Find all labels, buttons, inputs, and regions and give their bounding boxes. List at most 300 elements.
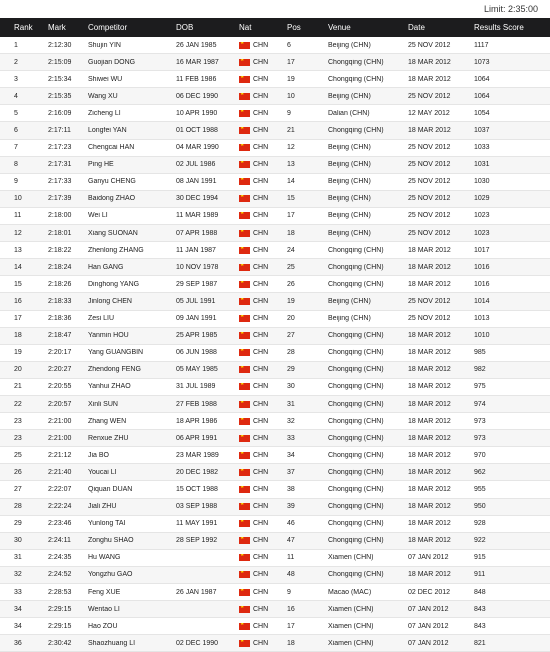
score-cell: 970 (474, 451, 486, 459)
competitor-link[interactable]: Feng XUE (88, 588, 121, 596)
nat-code: CHN (253, 554, 269, 562)
nat-cell (239, 383, 287, 390)
competitor-link[interactable]: Jinlong CHEN (88, 297, 132, 305)
date-cell: 07 JAN 2012 (408, 639, 449, 647)
mark-cell: 2:23:46 (48, 520, 72, 528)
score-cell: 974 (474, 400, 486, 408)
date-cell: 18 MAR 2012 (408, 434, 451, 442)
date-cell: 07 JAN 2012 (408, 554, 449, 562)
nat-cell (239, 469, 287, 476)
nat-code: CHN (253, 212, 269, 220)
header-mark[interactable]: Mark (48, 23, 66, 32)
nat-code: CHN (253, 349, 269, 357)
mark-cell: 2:18:24 (48, 263, 72, 271)
nat-cell (239, 554, 287, 561)
venue-cell: Chongqing (CHN) (328, 571, 384, 579)
nat-cell (239, 520, 287, 527)
date-cell: 25 NOV 2012 (408, 195, 451, 203)
table-row (0, 396, 550, 413)
competitor-link[interactable]: Shujin YIN (88, 41, 121, 49)
competitor-link[interactable]: Yanmin HOU (88, 332, 129, 340)
competitor-link[interactable]: Dinghong YANG (88, 280, 140, 288)
nat-code: CHN (253, 468, 269, 476)
dob-cell: 31 JUL 1989 (176, 383, 216, 391)
mark-cell: 2:12:30 (48, 41, 72, 49)
table-row (0, 516, 550, 533)
table-row (0, 54, 550, 71)
table-row (0, 481, 550, 498)
china-flag-icon (239, 178, 250, 185)
score-cell: 1033 (474, 144, 490, 152)
competitor-link[interactable]: Guojian DONG (88, 58, 136, 66)
table-row (0, 157, 550, 174)
nat-code: CHN (253, 75, 269, 83)
nat-cell (239, 110, 287, 117)
china-flag-icon (239, 452, 250, 459)
date-cell: 07 JAN 2012 (408, 622, 449, 630)
pos-cell: 26 (287, 280, 295, 288)
nat-code: CHN (253, 520, 269, 528)
date-cell: 18 MAR 2012 (408, 246, 451, 254)
rank-cell: 8 (14, 161, 18, 169)
venue-cell: Macao (MAC) (328, 588, 372, 596)
china-flag-icon (239, 401, 250, 408)
score-cell: 955 (474, 485, 486, 493)
china-flag-icon (239, 315, 250, 322)
date-cell: 18 MAR 2012 (408, 485, 451, 493)
table-row (0, 242, 550, 259)
date-cell: 18 MAR 2012 (408, 383, 451, 391)
china-flag-icon (239, 623, 250, 630)
table-row (0, 140, 550, 157)
mark-cell: 2:18:00 (48, 212, 72, 220)
table-row (0, 37, 550, 54)
dob-cell: 15 OCT 1988 (176, 485, 218, 493)
nat-cell (239, 435, 287, 442)
competitor-link[interactable]: Shaozhuang LI (88, 639, 136, 647)
competitor-link[interactable]: Youcai LI (88, 468, 117, 476)
nat-code: CHN (253, 571, 269, 579)
venue-cell: Beijing (CHN) (328, 212, 371, 220)
mark-cell: 2:24:11 (48, 537, 71, 545)
date-cell: 18 MAR 2012 (408, 400, 451, 408)
table-row (0, 328, 550, 345)
nat-code: CHN (253, 639, 269, 647)
dob-cell: 26 JAN 1987 (176, 588, 217, 596)
venue-cell: Beijing (CHN) (328, 41, 371, 49)
rank-cell: 34 (14, 622, 22, 630)
china-flag-icon (239, 230, 250, 237)
venue-cell: Chongqing (CHN) (328, 349, 384, 357)
pos-cell: 13 (287, 161, 295, 169)
venue-cell: Chongqing (CHN) (328, 332, 384, 340)
competitor-link[interactable]: Hao ZOU (88, 622, 118, 630)
dob-cell: 10 NOV 1978 (176, 263, 219, 271)
header-nat[interactable]: Nat (239, 23, 252, 32)
rank-cell: 6 (14, 127, 18, 135)
venue-cell: Chongqing (CHN) (328, 383, 384, 391)
pos-cell: 25 (287, 263, 295, 271)
china-flag-icon (239, 281, 250, 288)
dob-cell: 20 DEC 1982 (176, 468, 219, 476)
venue-cell: Dalian (CHN) (328, 109, 370, 117)
mark-cell: 2:21:40 (48, 468, 72, 476)
score-cell: 1117 (474, 41, 489, 49)
pos-cell: 38 (287, 485, 295, 493)
mark-cell: 2:17:31 (48, 161, 72, 169)
date-cell: 18 MAR 2012 (408, 468, 451, 476)
pos-cell: 34 (287, 451, 295, 459)
mark-cell: 2:18:26 (48, 280, 72, 288)
pos-cell: 31 (287, 400, 295, 408)
pos-cell: 27 (287, 332, 295, 340)
nat-cell (239, 212, 287, 219)
china-flag-icon (239, 554, 250, 561)
date-cell: 25 NOV 2012 (408, 315, 451, 323)
header-date[interactable]: Date (408, 23, 425, 32)
mark-cell: 2:20:55 (48, 383, 72, 391)
nat-code: CHN (253, 485, 269, 493)
dob-cell: 18 APR 1986 (176, 417, 218, 425)
competitor-link[interactable]: Zhang WEN (88, 417, 127, 425)
nat-code: CHN (253, 503, 269, 511)
china-flag-icon (239, 589, 250, 596)
competitor-link[interactable]: Renxue ZHU (88, 434, 129, 442)
score-cell: 843 (474, 605, 486, 613)
rank-cell: 11 (14, 212, 22, 220)
pos-cell: 32 (287, 417, 295, 425)
table-row (0, 635, 550, 652)
score-cell: 1031 (474, 161, 490, 169)
table-row (0, 225, 550, 242)
rank-cell: 32 (14, 571, 22, 579)
pos-cell: 15 (287, 195, 295, 203)
venue-cell: Beijing (CHN) (328, 144, 371, 152)
score-cell: 848 (474, 588, 486, 596)
header-dob[interactable]: DOB (176, 23, 194, 32)
date-cell: 18 MAR 2012 (408, 127, 451, 135)
dob-cell: 02 JUL 1986 (176, 161, 216, 169)
nat-cell (239, 59, 287, 66)
date-cell: 18 MAR 2012 (408, 263, 451, 271)
nat-cell (239, 144, 287, 151)
nat-code: CHN (253, 400, 269, 408)
china-flag-icon (239, 195, 250, 202)
nat-cell (239, 93, 287, 100)
competitor-link[interactable]: Zesi LIU (88, 315, 115, 323)
pos-cell: 33 (287, 434, 295, 442)
rank-cell: 18 (14, 332, 22, 340)
pos-cell: 30 (287, 383, 295, 391)
rank-cell: 34 (14, 605, 22, 613)
nat-code: CHN (253, 332, 269, 340)
nat-code: CHN (253, 537, 269, 545)
nat-cell (239, 315, 287, 322)
rank-cell: 28 (14, 503, 22, 511)
table-row (0, 174, 550, 191)
table-row (0, 550, 550, 567)
table-row (0, 191, 550, 208)
nat-cell (239, 571, 287, 578)
table-header (0, 18, 550, 37)
competitor-link[interactable]: Wei LI (88, 212, 108, 220)
rank-cell: 27 (14, 485, 22, 493)
venue-cell: Chongqing (CHN) (328, 58, 384, 66)
china-flag-icon (239, 469, 250, 476)
score-cell: 1030 (474, 178, 490, 186)
score-cell: 1014 (474, 297, 490, 305)
nat-code: CHN (253, 127, 269, 135)
venue-cell: Chongqing (CHN) (328, 451, 384, 459)
rank-cell: 13 (14, 246, 22, 254)
pos-cell: 39 (287, 503, 295, 511)
competitor-link[interactable]: Yongzhu GAO (88, 571, 133, 579)
dob-cell: 16 MAR 1987 (176, 58, 219, 66)
pos-cell: 9 (287, 588, 291, 596)
date-cell: 18 MAR 2012 (408, 58, 451, 66)
china-flag-icon (239, 59, 250, 66)
china-flag-icon (239, 520, 250, 527)
mark-cell: 2:21:12 (48, 451, 72, 459)
mark-cell: 2:29:15 (48, 605, 72, 613)
nat-cell (239, 640, 287, 647)
competitor-link[interactable]: Ganyu CHENG (88, 178, 136, 186)
competitor-link[interactable]: Wentao LI (88, 605, 120, 613)
pos-cell: 17 (287, 212, 295, 220)
venue-cell: Chongqing (CHN) (328, 280, 384, 288)
table-row (0, 362, 550, 379)
nat-code: CHN (253, 605, 269, 613)
competitor-link[interactable]: Han GANG (88, 263, 124, 271)
score-cell: 1017 (474, 246, 490, 254)
header-venue[interactable]: Venue (328, 23, 351, 32)
mark-cell: 2:24:35 (48, 554, 72, 562)
competitor-link[interactable]: Shiwei WU (88, 75, 123, 83)
nat-cell (239, 452, 287, 459)
date-cell: 18 MAR 2012 (408, 280, 451, 288)
dob-cell: 30 DEC 1994 (176, 195, 219, 203)
table-row (0, 276, 550, 293)
dob-cell: 28 SEP 1992 (176, 537, 218, 545)
pos-cell: 37 (287, 468, 295, 476)
china-flag-icon (239, 161, 250, 168)
competitor-link[interactable]: Zhendong FENG (88, 366, 141, 374)
china-flag-icon (239, 127, 250, 134)
date-cell: 18 MAR 2012 (408, 417, 451, 425)
table-row (0, 105, 550, 122)
nat-code: CHN (253, 161, 269, 169)
table-row (0, 311, 550, 328)
venue-cell: Beijing (CHN) (328, 195, 371, 203)
score-cell: 1064 (474, 75, 490, 83)
pos-cell: 19 (287, 75, 295, 83)
venue-cell: Beijing (CHN) (328, 92, 371, 100)
nat-cell (239, 537, 287, 544)
rank-cell: 4 (14, 92, 18, 100)
competitor-link[interactable]: Chengcai HAN (88, 144, 135, 152)
competitor-link[interactable]: Jiali ZHU (88, 503, 117, 511)
date-cell: 25 NOV 2012 (408, 41, 451, 49)
venue-cell: Chongqing (CHN) (328, 75, 384, 83)
venue-cell: Beijing (CHN) (328, 178, 371, 186)
nat-cell (239, 127, 287, 134)
mark-cell: 2:18:01 (48, 229, 72, 237)
venue-cell: Beijing (CHN) (328, 161, 371, 169)
date-cell: 18 MAR 2012 (408, 571, 451, 579)
table-row (0, 499, 550, 516)
score-cell: 1013 (474, 315, 490, 323)
table-row (0, 71, 550, 88)
mark-cell: 2:18:33 (48, 297, 72, 305)
date-cell: 25 NOV 2012 (408, 178, 451, 186)
table-row (0, 618, 550, 635)
header-competitor[interactable]: Competitor (88, 23, 128, 32)
venue-cell: Xiamen (CHN) (328, 605, 374, 613)
competitor-link[interactable]: Zicheng LI (88, 109, 121, 117)
date-cell: 02 DEC 2012 (408, 588, 451, 596)
china-flag-icon (239, 486, 250, 493)
date-cell: 25 NOV 2012 (408, 229, 451, 237)
competitor-link[interactable]: Yanhui ZHAO (88, 383, 131, 391)
dob-cell: 05 JUL 1991 (176, 297, 216, 305)
competitor-link[interactable]: Baidong ZHAO (88, 195, 136, 203)
mark-cell: 2:15:09 (48, 58, 72, 66)
rank-cell: 21 (14, 383, 22, 391)
china-flag-icon (239, 571, 250, 578)
venue-cell: Chongqing (CHN) (328, 263, 384, 271)
competitor-link[interactable]: Hu WANG (88, 554, 121, 562)
date-cell: 18 MAR 2012 (408, 520, 451, 528)
competitor-link[interactable]: Zhenlong ZHANG (88, 246, 144, 254)
china-flag-icon (239, 247, 250, 254)
competitor-link[interactable]: Qiquan DUAN (88, 485, 133, 493)
venue-cell: Beijing (CHN) (328, 297, 371, 305)
competitor-link[interactable]: Xiang SUONAN (88, 229, 138, 237)
nat-code: CHN (253, 383, 269, 391)
dob-cell: 25 APR 1985 (176, 332, 218, 340)
header-pos[interactable]: Pos (287, 23, 301, 32)
dob-cell: 04 MAR 1990 (176, 144, 219, 152)
nat-code: CHN (253, 280, 269, 288)
china-flag-icon (239, 144, 250, 151)
dob-cell: 11 JAN 1987 (176, 246, 216, 254)
competitor-link[interactable]: Zonghu SHAO (88, 537, 134, 545)
score-cell: 1029 (474, 195, 490, 203)
limit-label: Limit: 2:35:00 (0, 0, 550, 18)
date-cell: 25 NOV 2012 (408, 212, 451, 220)
nat-code: CHN (253, 92, 269, 100)
score-cell: 928 (474, 520, 486, 528)
table-row (0, 464, 550, 481)
dob-cell: 07 APR 1988 (176, 229, 218, 237)
date-cell: 18 MAR 2012 (408, 451, 451, 459)
nat-cell (239, 42, 287, 49)
mark-cell: 2:29:15 (48, 622, 72, 630)
mark-cell: 2:30:42 (48, 639, 72, 647)
mark-cell: 2:15:34 (48, 75, 72, 83)
pos-cell: 21 (287, 127, 295, 135)
china-flag-icon (239, 418, 250, 425)
nat-cell (239, 606, 287, 613)
venue-cell: Chongqing (CHN) (328, 537, 384, 545)
pos-cell: 20 (287, 315, 295, 323)
competitor-link[interactable]: Yang GUANGBIN (88, 349, 144, 357)
china-flag-icon (239, 264, 250, 271)
competitor-link[interactable]: Wang XU (88, 92, 118, 100)
nat-cell (239, 349, 287, 356)
nat-cell (239, 486, 287, 493)
dob-cell: 03 SEP 1988 (176, 503, 218, 511)
competitor-link[interactable]: Longfei YAN (88, 127, 127, 135)
nat-cell (239, 503, 287, 510)
score-cell: 982 (474, 366, 486, 374)
competitor-link[interactable]: Xinli SUN (88, 400, 118, 408)
table-row (0, 88, 550, 105)
china-flag-icon (239, 110, 250, 117)
dob-cell: 11 MAY 1991 (176, 520, 218, 528)
rank-cell: 33 (14, 588, 22, 596)
table-row (0, 430, 550, 447)
dob-cell: 29 SEP 1987 (176, 280, 218, 288)
score-cell: 962 (474, 468, 486, 476)
china-flag-icon (239, 366, 250, 373)
score-cell: 1064 (474, 92, 490, 100)
header-rank[interactable]: Rank (14, 23, 33, 32)
nat-code: CHN (253, 622, 269, 630)
table-row (0, 208, 550, 225)
venue-cell: Xiamen (CHN) (328, 622, 374, 630)
mark-cell: 2:20:57 (48, 400, 72, 408)
date-cell: 25 NOV 2012 (408, 144, 451, 152)
score-cell: 950 (474, 503, 486, 511)
date-cell: 18 MAR 2012 (408, 332, 451, 340)
china-flag-icon (239, 42, 250, 49)
venue-cell: Xiamen (CHN) (328, 554, 374, 562)
pos-cell: 19 (287, 297, 295, 305)
venue-cell: Chongqing (CHN) (328, 503, 384, 511)
nat-cell (239, 195, 287, 202)
pos-cell: 48 (287, 571, 295, 579)
pos-cell: 16 (287, 605, 295, 613)
rank-cell: 23 (14, 434, 22, 442)
score-cell: 1016 (474, 280, 490, 288)
china-flag-icon (239, 332, 250, 339)
rank-cell: 17 (14, 315, 22, 323)
nat-cell (239, 281, 287, 288)
competitor-link[interactable]: Jia BO (88, 451, 110, 459)
china-flag-icon (239, 76, 250, 83)
pos-cell: 6 (287, 41, 291, 49)
score-cell: 975 (474, 383, 486, 391)
competitor-link[interactable]: Yunlong TAI (88, 520, 126, 528)
header-results-score[interactable]: Results Score (474, 23, 524, 32)
pos-cell: 18 (287, 229, 295, 237)
china-flag-icon (239, 640, 250, 647)
table-row (0, 584, 550, 601)
pos-cell: 17 (287, 58, 295, 66)
score-cell: 843 (474, 622, 486, 630)
dob-cell: 05 MAY 1985 (176, 366, 218, 374)
rank-cell: 10 (14, 195, 22, 203)
nat-cell (239, 298, 287, 305)
dob-cell: 23 MAR 1989 (176, 451, 219, 459)
date-cell: 07 JAN 2012 (408, 605, 449, 613)
dob-cell: 27 FEB 1988 (176, 400, 217, 408)
china-flag-icon (239, 435, 250, 442)
competitor-link[interactable]: Ping HE (88, 161, 114, 169)
nat-code: CHN (253, 263, 269, 271)
mark-cell: 2:17:23 (48, 144, 72, 152)
